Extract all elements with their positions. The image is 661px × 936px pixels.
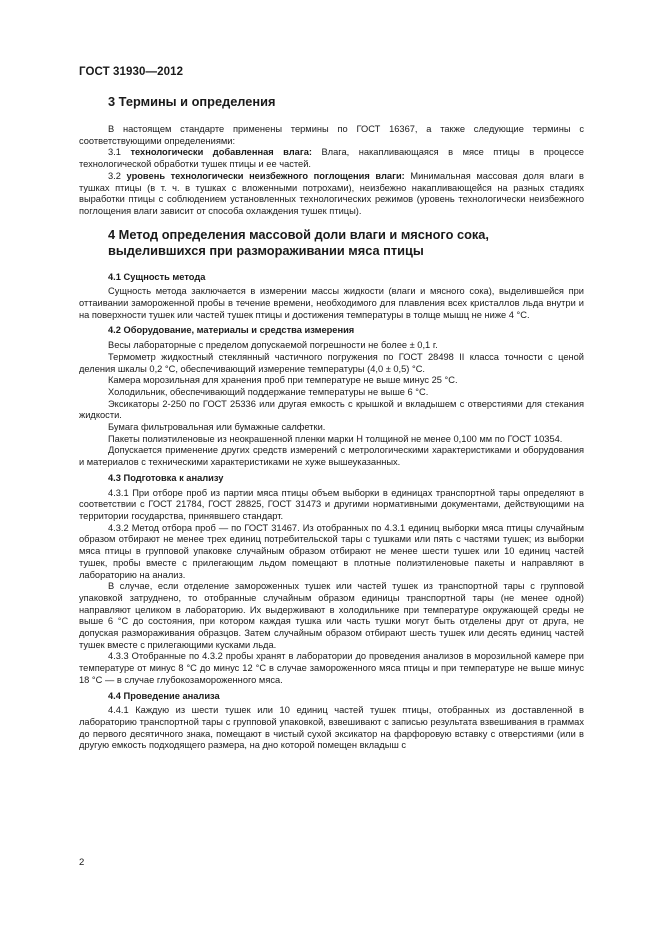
- subsection-4-2-title: 4.2 Оборудование, материалы и средства измерения: [108, 325, 355, 336]
- subsection-4-1-title: 4.1 Сущность метода: [108, 271, 206, 282]
- standard-header: ГОСТ 31930—2012: [79, 66, 184, 78]
- term-3-1: [79, 147, 584, 170]
- paragraph-4-4-1: 4.4.1 Каждую из шести тушек или 10 единиц частей тушек птицы, отобранных из доставленной в лабораторию транспортной тары с групповой упаковкой, взвешивают с записью результата взвешивания в граммах до первого десятичного знака, помещают в чистый сухой эксикатор на фарфоровую вставку с отверстиями (или в другую емкость подходящего размера, на дно которой помещен вкладыш с: [79, 705, 584, 751]
- term-3-2-number: 3.2: [108, 170, 121, 181]
- paragraph: Весы лабораторные с пределом допускаемой погрешности не более ± 0,1 г.: [108, 340, 438, 351]
- term-3-2-definition: Минимальная массовая доля влаги в тушках птицы (в т. ч. в тушках с вложенными потрохами), неизбежно накапливающейся на разных стадиях выработки птицы с соблюдением установленных технологических режимов (уровень технологически неизбежного поглощения влаги зависит от способа охлаждения тушек птицы).: [79, 170, 584, 216]
- paragraph: Камера морозильная для хранения проб при температуре не выше минус 25 °С.: [108, 375, 458, 386]
- section-4-title-line1: 4 Метод определения массовой доли влаги и мясного сока,: [108, 226, 489, 242]
- paragraph: Эксикаторы 2-250 по ГОСТ 25336 или другая емкость с крышкой и вкладышем с отверстиями для стекания жидкости.: [79, 398, 584, 421]
- subsection-4-3-title: 4.3 Подготовка к анализу: [108, 472, 224, 483]
- term-3-2-name: уровень технологически неизбежного поглощения влаги:: [126, 170, 405, 181]
- paragraph-4-3-2: 4.3.2 Метод отбора проб — по ГОСТ 31467. Из отобранных по 4.3.1 единиц выборки мяса птицы случайным образом отбирают не менее трех единиц потребительской тары с тушками или пять с частями тушек; из выборки мяса птицы в групповой упаковке случайным образом отбирают не менее шести тушек или 10 единиц частей тушек, пробы вместе с прилегающим льдом помещают в плотные полиэтиленовые пакеты и направляют в лабораторию на анализ.: [79, 522, 584, 580]
- paragraph-4-3-1: 4.3.1 При отборе проб из партии мяса птицы объем выборки в единицах транспортной тары определяют в соответствии с ГОСТ 21784, ГОСТ 28825, ГОСТ 31473 и другими нормативными документами, действующими на территории государства, принявшего стандарт.: [79, 487, 584, 521]
- term-3-1-name: технологически добавленная влага:: [130, 147, 312, 158]
- section-3-title: 3 Термины и определения: [108, 94, 276, 109]
- paragraph: В случае, если отделение замороженных тушек или частей тушек из транспортной тары с групповой упаковкой затруднено, то отобранные случайным образом единицы транспортной тары (не менее одной) направляют целиком в лабораторию. Их выдерживают в холодильнике при температуре окружающей среды не выше 6 °С до состояния, при котором каждая тушка или часть тушки могут быть отделены друг от друга, не допуская размораживания образцов. Затем случайным образом отбирают шесть тушек или десять единиц частей тушек вместе с прилегающими кусками льда.: [79, 581, 584, 650]
- term-3-2: [79, 171, 584, 218]
- paragraph: Пакеты полиэтиленовые из неокрашенной пленки марки Н толщиной не менее 0,100 мм по ГОСТ 10354.: [108, 433, 563, 444]
- paragraph: Бумага фильтровальная или бумажные салфетки.: [108, 422, 326, 433]
- paragraph-4-3-3: 4.3.3 Отобранные по 4.3.2 пробы хранят в лаборатории до проведения анализов в морозильной камере при температуре от минус 8 °С до минус 12 °С в случае замороженного мяса птицы и при температуре не выше минус 18 °С — в случае глубокозамороженного мяса.: [79, 651, 584, 685]
- page-number: 2: [79, 857, 85, 868]
- subsection-4-4-title: 4.4 Проведение анализа: [108, 690, 220, 701]
- paragraph: Термометр жидкостный стеклянный частичного погружения по ГОСТ 28498 II класса точности с ценой деления шкалы 0,2 °С, обеспечивающий измерение температуры (4,0 ± 0,5) °С.: [79, 351, 584, 374]
- term-3-1-number: 3.1: [108, 147, 121, 158]
- paragraph: Допускается применение других средств измерений с метрологическими характеристиками и оборудования и материалов с техническими характеристиками не хуже вышеуказанных.: [79, 445, 584, 468]
- page-content: [79, 92, 584, 752]
- subsection-4-1-text: Сущность метода заключается в измерении массы жидкости (влаги и мясного сока), выделившейся при оттаивании замороженной пробы в течение времени, необходимого для плавления всех кристаллов льда внутри и на поверхности тушек или частей тушек птицы и достижения температуры в толще мышц не ниже 4 °С.: [79, 286, 584, 320]
- term-3-1-definition: Влага, накапливающаяся в мясе птицы в процессе технологической обработки тушек птицы и ее частей.: [79, 147, 584, 170]
- paragraph: Холодильник, обеспечивающий поддержание температуры не выше 6 °С.: [108, 386, 429, 397]
- section-4-title-line2: выделившихся при размораживании мяса птицы: [108, 242, 424, 258]
- section-4-title: [79, 227, 584, 259]
- section-3-intro: В настоящем стандарте применены термины по ГОСТ 16367, а также следующие термины с соответствующими определениями:: [79, 124, 584, 146]
